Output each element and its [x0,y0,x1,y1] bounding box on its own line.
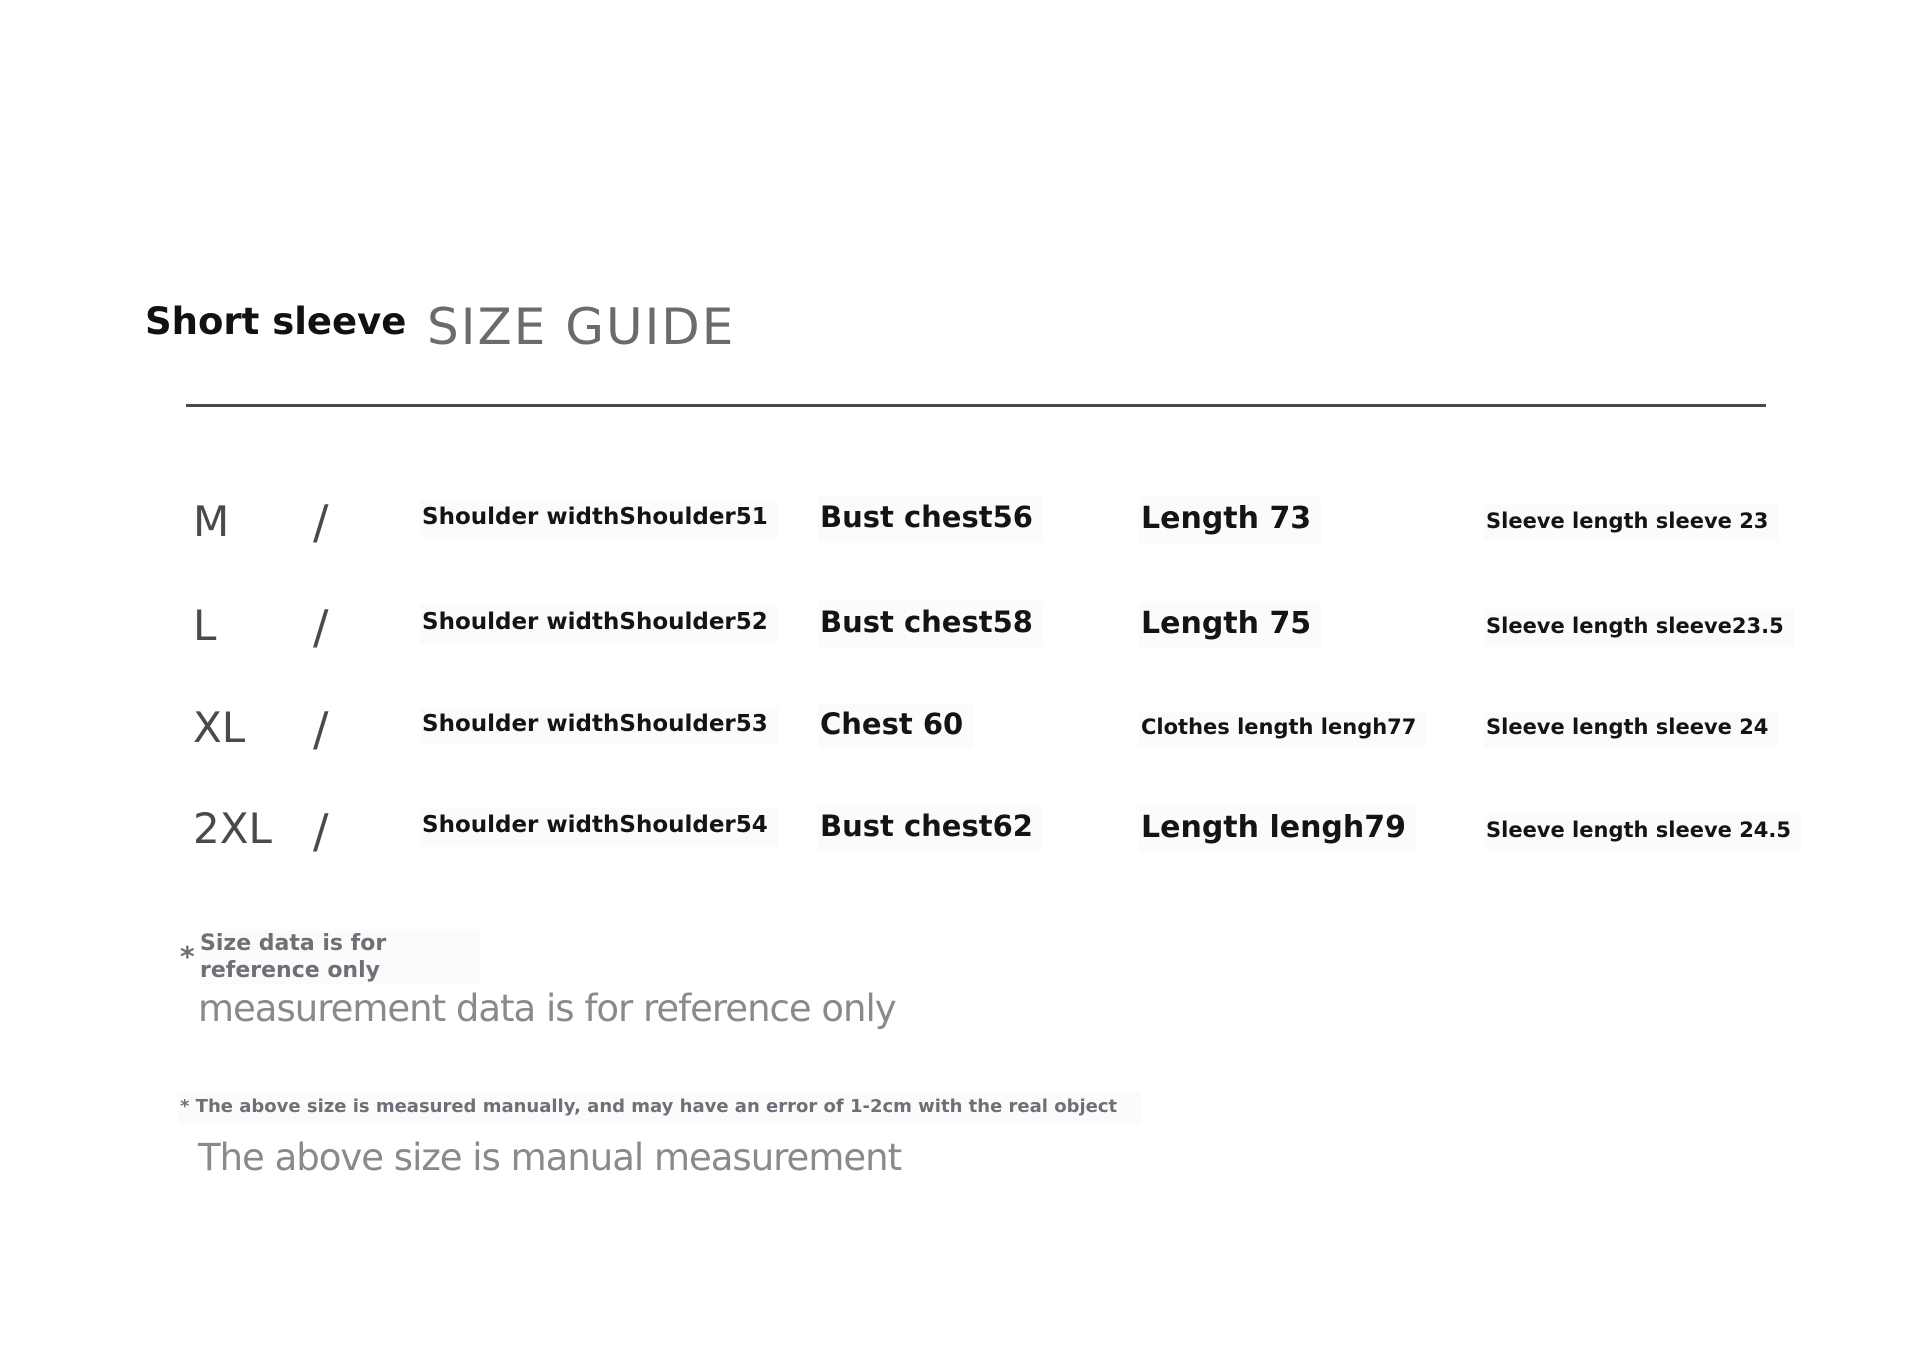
chest-xl: Chest 60 [818,703,973,749]
shoulder-width-m: Shoulder widthShoulder51 [420,500,778,538]
header-divider [186,404,1766,407]
size-label-xl: XL [193,703,246,752]
shoulder-width-l: Shoulder widthShoulder52 [420,605,778,643]
bust-chest-l: Bust chest58 [818,601,1043,647]
size-guide-title: SIZE GUIDE [427,298,736,356]
product-title: Short sleeve [145,300,407,343]
size-label-m: M [193,497,230,546]
shoulder-width-2xl: Shoulder widthShoulder54 [420,808,778,846]
size-slash: / [313,600,329,654]
bust-chest-2xl: Bust chest62 [818,805,1043,851]
manual-measure-note-large: The above size is manual measurement [198,1136,902,1179]
bust-chest-m: Bust chest56 [818,496,1043,542]
sleeve-length-m: Sleeve length sleeve 23 [1484,505,1778,541]
size-slash: / [313,804,329,858]
size-label-2xl: 2XL [193,804,272,853]
manual-measure-note: * The above size is measured manually, and may have an error of 1-2cm with the real object [178,1092,1141,1125]
clothes-length-xl: Clothes length lengh77 [1139,711,1426,747]
sleeve-length-l: Sleeve length sleeve23.5 [1484,610,1794,646]
size-slash: / [313,495,329,549]
sleeve-length-2xl: Sleeve length sleeve 24.5 [1484,814,1801,850]
reference-note-large: measurement data is for reference only [198,987,896,1030]
shoulder-width-xl: Shoulder widthShoulder53 [420,707,778,745]
asterisk-icon: * [180,940,195,973]
sleeve-length-xl: Sleeve length sleeve 24 [1484,711,1778,747]
size-label-l: L [193,601,217,650]
length-2xl: Length lengh79 [1139,806,1416,853]
length-m: Length 73 [1139,497,1321,544]
size-slash: / [313,702,329,756]
length-l: Length 75 [1139,602,1321,649]
reference-note: Size data is for reference only [200,930,480,984]
